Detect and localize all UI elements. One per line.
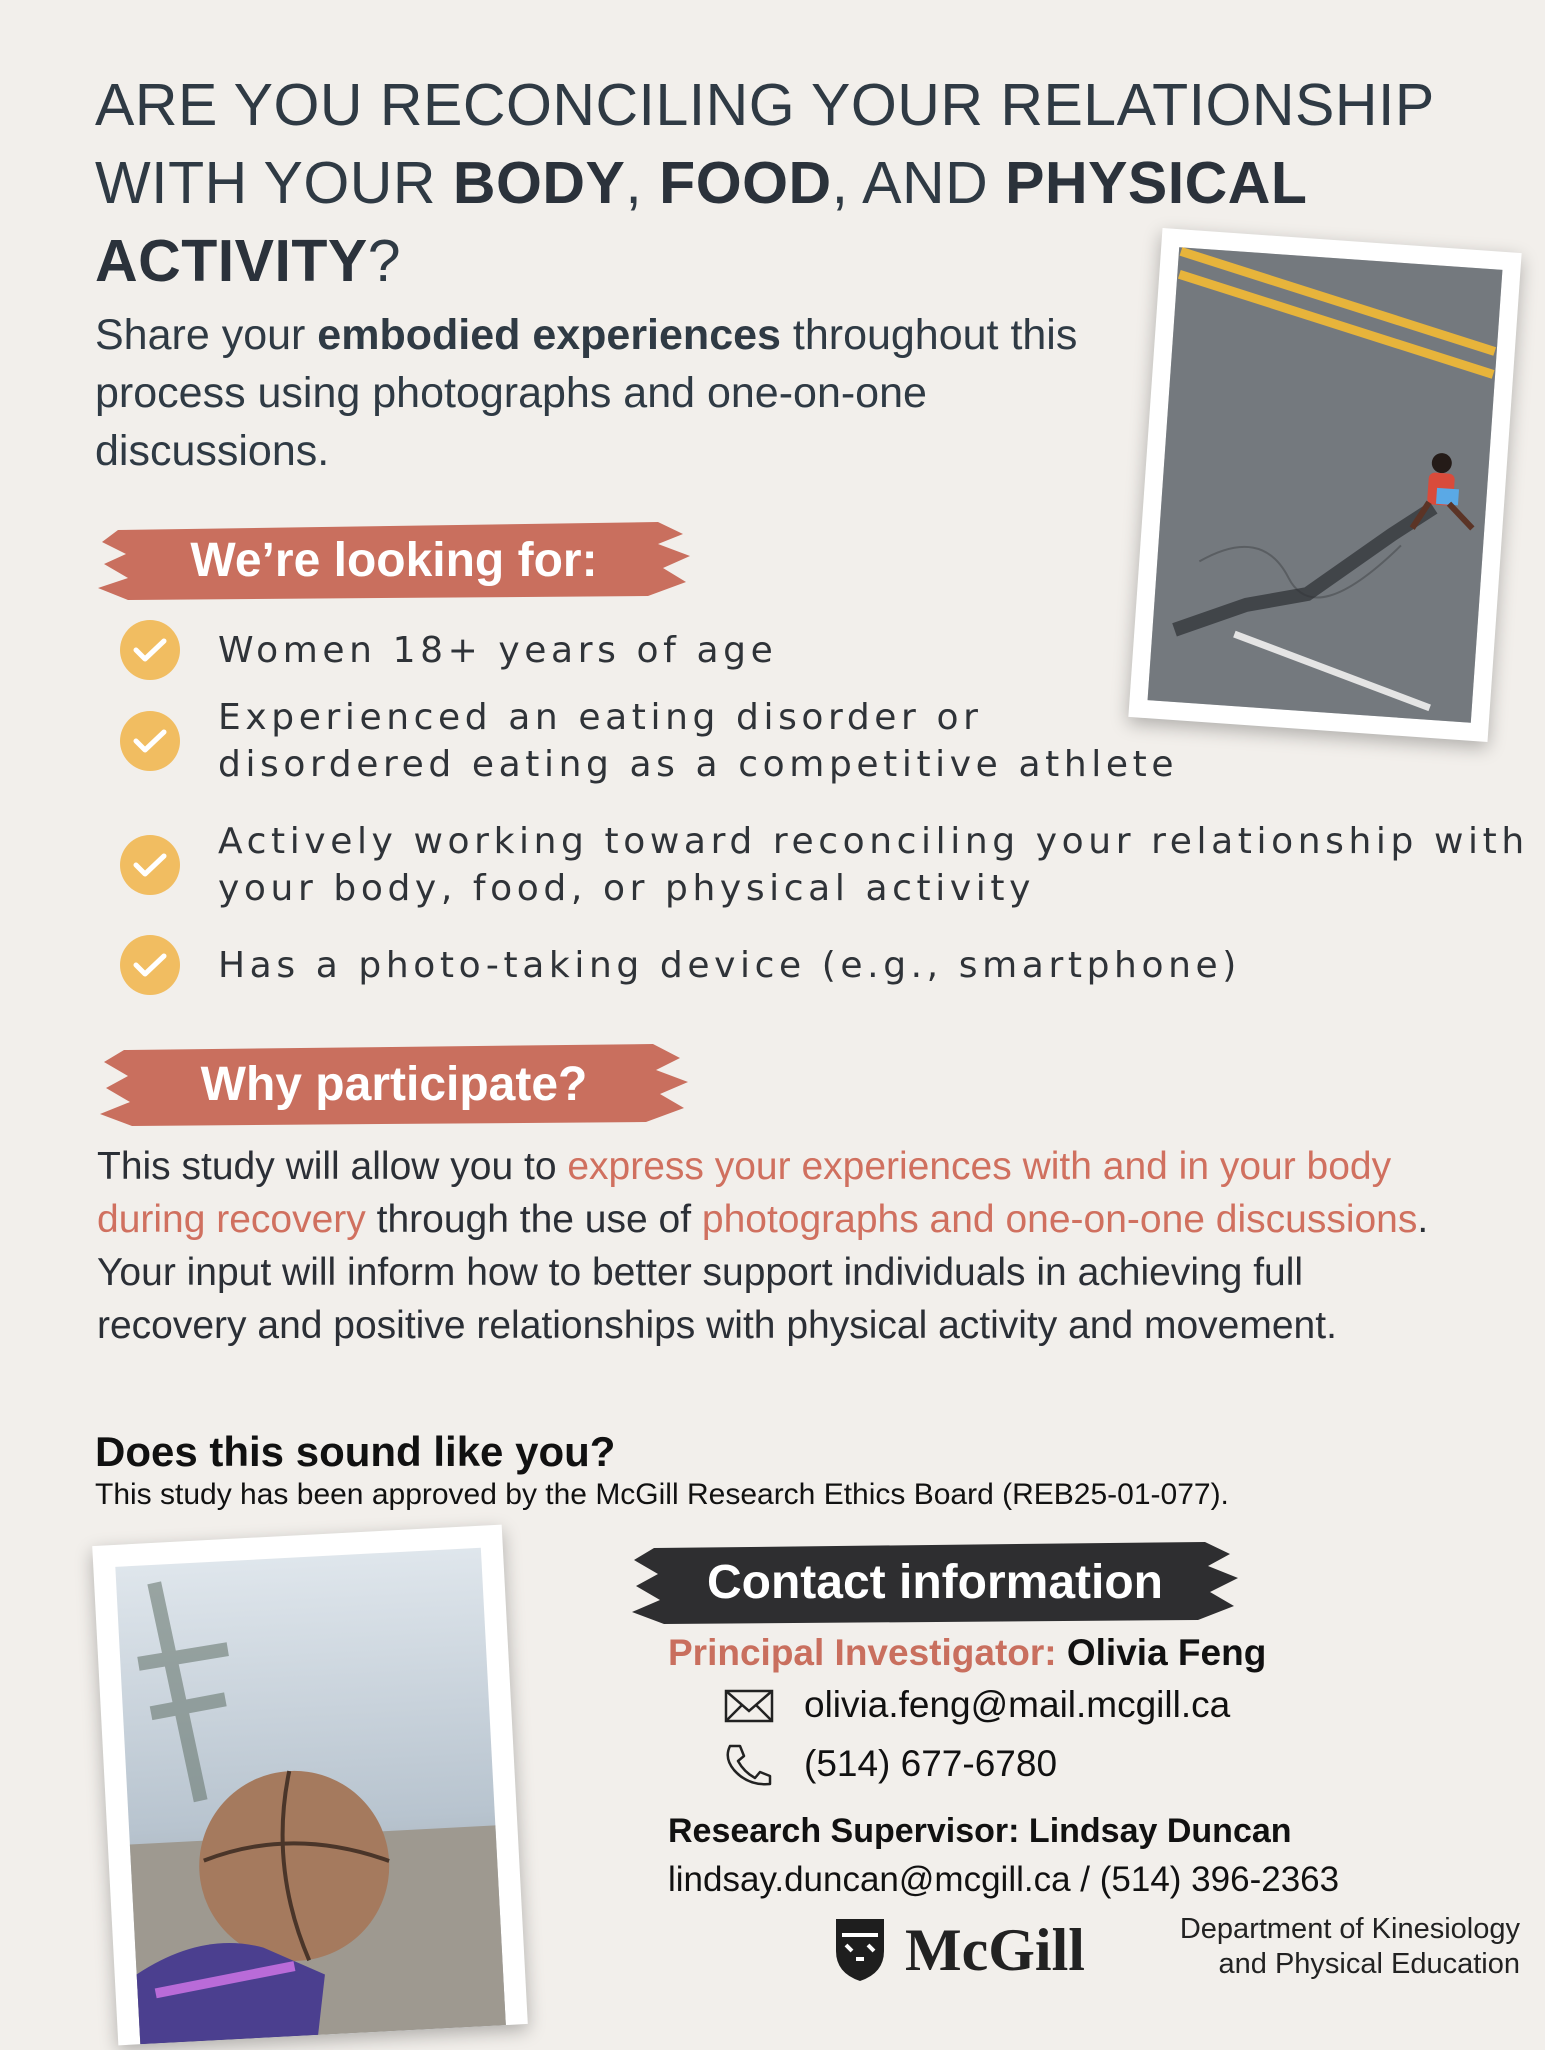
para-text: through the use of — [365, 1198, 702, 1241]
check-icon — [120, 620, 180, 680]
pi-email[interactable]: olivia.feng@mail.mcgill.ca — [804, 1684, 1231, 1725]
headline-text: WITH YOUR — [95, 150, 453, 216]
why-participate-heading: Why participate? — [200, 1057, 588, 1111]
criteria-text — [218, 694, 1178, 788]
check-icon — [120, 935, 180, 995]
headline-text: ? — [367, 228, 402, 294]
check-icon — [120, 835, 180, 895]
criteria-line: disordered eating as a competitive athlete — [218, 744, 1179, 785]
criteria-line: Has a photo-taking device (e.g., smartphone) — [218, 944, 1241, 986]
cta-question: Does this sound like you? — [95, 1428, 616, 1475]
para-text: . Your input will inform how to better support individuals in achieving full recovery and positive relationships with physical activity and movement. — [97, 1198, 1429, 1347]
criteria-item — [120, 818, 1529, 912]
department-name — [1100, 1912, 1520, 1982]
criteria-item — [120, 694, 1178, 788]
criteria-line: Experienced an eating disorder or — [218, 697, 983, 738]
mcgill-crest-icon — [832, 1915, 888, 1983]
research-supervisor: Research Supervisor: Lindsay Duncan — [668, 1812, 1292, 1850]
runner-photo — [1128, 228, 1521, 742]
headline-text: , AND — [831, 150, 1006, 216]
intro-post: throughout this process using photographs and one-on-one discussions. — [95, 311, 1078, 475]
pi-phone-row — [720, 1742, 1057, 1786]
criteria-text — [218, 942, 1241, 989]
criteria-line: your body, food, or physical activity — [218, 868, 1035, 909]
basketball-photo — [92, 1525, 528, 2046]
intro-bold: embodied experiences — [317, 311, 781, 359]
why-participate-banner — [98, 1040, 690, 1128]
runner-photo-image — [1128, 228, 1521, 742]
headline-food: FOOD — [659, 150, 832, 216]
headline-line-2 — [95, 144, 1495, 222]
headline-body: BODY — [452, 150, 626, 216]
pi-name: Olivia Feng — [1056, 1632, 1267, 1673]
contact-heading: Contact information — [707, 1555, 1163, 1609]
check-icon — [120, 711, 180, 771]
pi-email-row — [720, 1683, 1230, 1727]
headline-activity: ACTIVITY — [95, 228, 368, 294]
dept-line: Department of Kinesiology — [1179, 1913, 1520, 1945]
pi-phone[interactable]: (514) 677-6780 — [804, 1743, 1058, 1784]
contact-banner — [630, 1538, 1240, 1626]
ethics-note: This study has been approved by the McGill Research Ethics Board (REB25-01-077). — [95, 1478, 1229, 1511]
why-paragraph — [97, 1140, 1457, 1352]
criteria-line: Women 18+ years of age — [218, 629, 778, 671]
envelope-icon — [720, 1683, 780, 1727]
para-highlight: express your experiences with and in your body during recovery — [97, 1145, 1392, 1241]
criteria-text — [218, 818, 1529, 912]
pi-label: Principal Investigator: — [668, 1632, 1057, 1673]
criteria-item — [120, 620, 777, 680]
headline-line-1: ARE YOU RECONCILING YOUR RELATIONSHIP — [95, 72, 1435, 138]
looking-for-banner — [98, 516, 690, 604]
para-highlight: photographs and one-on-one discussions — [701, 1198, 1418, 1241]
principal-investigator — [668, 1632, 1266, 1674]
para-text: This study will allow you to — [97, 1145, 568, 1188]
headline-physical: PHYSICAL — [1005, 150, 1308, 216]
intro-pre: Share your — [95, 311, 318, 359]
mcgill-logo: McGill — [905, 1917, 1085, 1983]
intro-text — [95, 306, 1095, 480]
looking-for-heading: We’re looking for: — [190, 533, 598, 587]
criteria-line: Actively working toward reconciling your relationship with — [218, 821, 1529, 862]
phone-icon — [720, 1742, 780, 1786]
criteria-item — [120, 935, 1241, 995]
supervisor-contact[interactable]: lindsay.duncan@mcgill.ca / (514) 396-2363 — [668, 1860, 1340, 1899]
criteria-text — [218, 627, 777, 674]
headline-text: , — [625, 150, 660, 216]
basketball-photo-image — [92, 1525, 528, 2046]
dept-line: and Physical Education — [1218, 1948, 1520, 1980]
